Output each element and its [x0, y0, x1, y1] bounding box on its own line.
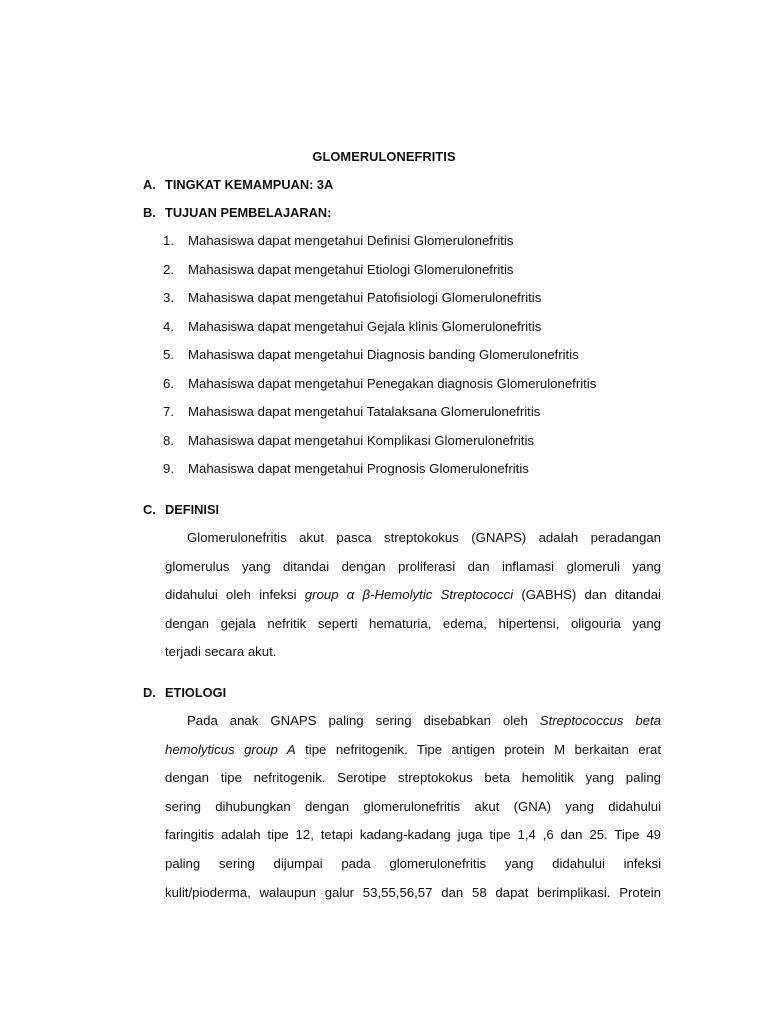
section-heading-d: [143, 685, 226, 700]
section-label: C.: [143, 502, 156, 517]
section-label: A.: [143, 177, 156, 192]
paragraph-line: hemolyticus group A tipe nefritogenik. Tipe antigen protein M berkaitan erat: [165, 741, 662, 757]
section-heading-text: DEFINISI: [165, 502, 220, 517]
objective-number: 9.: [163, 461, 174, 476]
paragraph-line: terjadi secara akut.: [165, 644, 277, 660]
objective-text: Mahasiswa dapat mengetahui Komplikasi Glomerulonefritis: [188, 432, 534, 448]
objective-number: 6.: [163, 375, 174, 391]
paragraph-line: kulit/pioderma, walaupun galur 53,55,56,57 dan 58 dapat berimplikasi. Protein: [165, 884, 661, 900]
paragraph-line: glomerulus yang ditandai dengan proliferasi dan inflamasi glomeruli yang: [165, 558, 661, 574]
section-heading-b: [143, 205, 331, 220]
section-heading-a: [143, 177, 333, 192]
objective-item: [163, 233, 513, 248]
section-heading-c: [143, 502, 219, 517]
paragraph-line: sering dihubungkan dengan glomerulonefritis akut (GNA) yang didahului: [165, 798, 661, 814]
objective-item: [163, 262, 513, 277]
objective-text: Mahasiswa dapat mengetahui Definisi Glomerulonefritis: [188, 233, 514, 248]
paragraph-line: faringitis adalah tipe 12, tetapi kadang-kadang juga tipe 1,4 ,6 dan 25. Tipe 49: [165, 827, 661, 843]
objective-text: Mahasiswa dapat mengetahui Prognosis Glomerulonefritis: [188, 461, 529, 476]
objective-number: 7.: [163, 404, 174, 419]
objective-item: [163, 404, 540, 419]
objective-text: Mahasiswa dapat mengetahui Etiologi Glomerulonefritis: [188, 261, 514, 277]
objective-text: Mahasiswa dapat mengetahui Diagnosis banding Glomerulonefritis: [188, 347, 579, 362]
objective-number: 8.: [163, 432, 174, 448]
section-label: D.: [143, 685, 156, 700]
section-heading-text: TUJUAN PEMBELAJARAN:: [165, 205, 332, 220]
paragraph-line: dengan tipe nefritogenik. Serotipe streptokokus beta hemolitik yang paling: [165, 770, 661, 786]
objective-text: Mahasiswa dapat mengetahui Patofisiologi Glomerulonefritis: [188, 290, 542, 305]
objective-number: 1.: [163, 233, 174, 248]
section-label: B.: [143, 205, 156, 220]
italic-term: Streptococcus beta: [539, 713, 661, 728]
objective-number: 2.: [163, 261, 174, 277]
objective-item: [163, 433, 534, 448]
paragraph-line: Glomerulonefritis akut pasca streptokokus (GNAPS) adalah peradangan: [187, 530, 661, 545]
objective-number: 5.: [163, 347, 174, 362]
etiologi-paragraph: [165, 707, 661, 907]
objective-text: Mahasiswa dapat mengetahui Penegakan diagnosis Glomerulonefritis: [188, 375, 597, 391]
paragraph-line: paling sering dijumpai pada glomerulonefritis yang didahului infeksi: [165, 855, 661, 871]
objective-text: Mahasiswa dapat mengetahui Gejala klinis Glomerulonefritis: [188, 318, 542, 334]
italic-term: group α β-Hemolytic Streptococci: [304, 587, 514, 603]
definisi-paragraph: [165, 524, 661, 667]
objective-item: [163, 376, 596, 391]
objective-item: [163, 319, 541, 334]
objective-number: 3.: [163, 290, 174, 305]
objective-number: 4.: [163, 318, 174, 334]
page-title: GLOMERULONEFRITIS: [312, 149, 456, 164]
paragraph-line: didahului oleh infeksi group α β-Hemolytic Streptococci (GABHS) dan ditandai: [165, 587, 661, 603]
section-heading-text: TINGKAT KEMAMPUAN: 3A: [165, 177, 334, 192]
italic-term: hemolyticus group A: [165, 741, 296, 757]
paragraph-line: Pada anak GNAPS paling sering disebabkan oleh Streptococcus beta: [187, 713, 661, 728]
objective-item: [163, 461, 529, 476]
objective-text: Mahasiswa dapat mengetahui Tatalaksana Glomerulonefritis: [188, 404, 541, 419]
objective-item: [163, 347, 579, 362]
objective-item: [163, 290, 541, 305]
paragraph-line: dengan gejala nefritik seperti hematuria, edema, hipertensi, oligouria yang: [165, 615, 661, 631]
section-heading-text: ETIOLOGI: [165, 685, 227, 700]
